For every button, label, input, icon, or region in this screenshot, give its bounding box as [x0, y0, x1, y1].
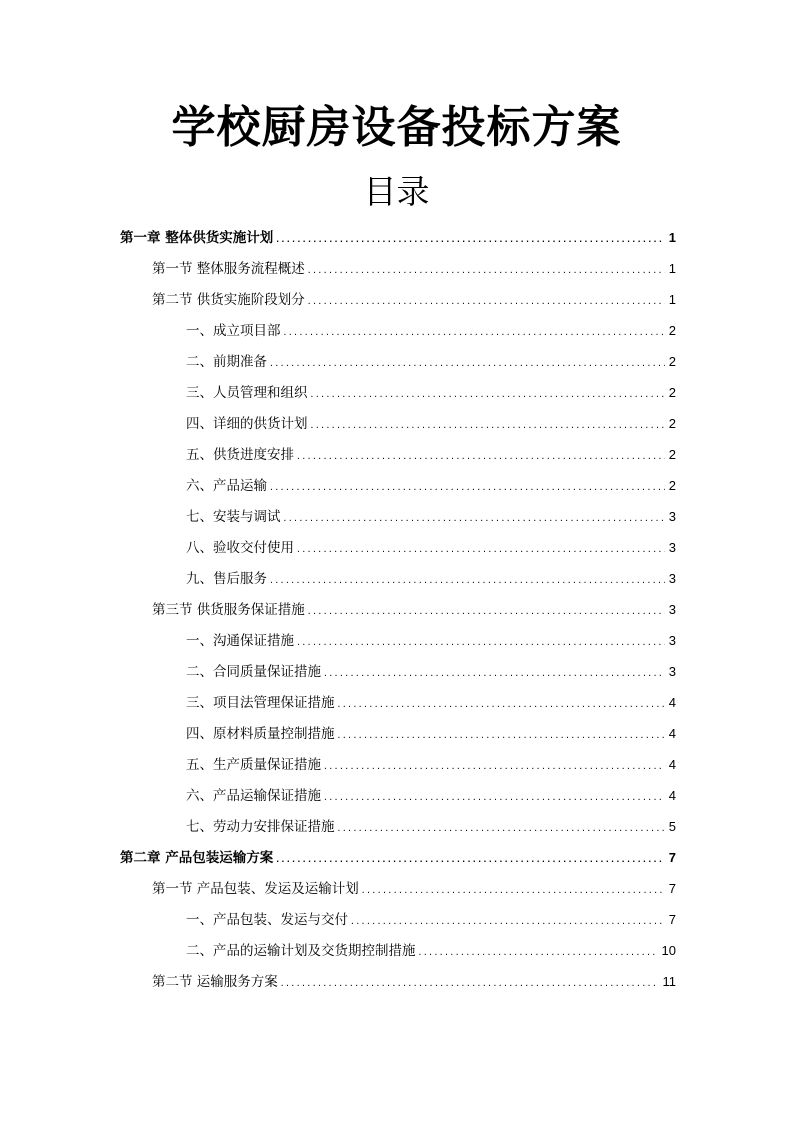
toc-dot-leader — [307, 286, 665, 317]
toc-entry-page-number: 1 — [668, 261, 676, 276]
toc-dot-leader — [275, 224, 665, 255]
toc-entry-label: 六、产品运输 — [186, 478, 267, 494]
toc-entry-page-number: 4 — [668, 726, 676, 741]
toc-dot-leader — [269, 472, 665, 503]
toc-entry[interactable] — [120, 563, 676, 594]
toc-entry[interactable] — [120, 625, 676, 656]
toc-entry-page-number: 1 — [668, 230, 676, 245]
toc-dot-leader — [350, 906, 665, 937]
toc-entry-page-number: 7 — [668, 912, 676, 927]
toc-entry-label: 七、劳动力安排保证措施 — [186, 819, 335, 835]
toc-dot-leader — [307, 596, 665, 627]
toc-entry-label: 八、验收交付使用 — [186, 540, 294, 556]
toc-entry-page-number: 7 — [668, 850, 676, 865]
toc-dot-leader — [323, 782, 665, 813]
toc-entry-label: 第二节 运输服务方案 — [152, 974, 278, 990]
document-title: 学校厨房设备投标方案 — [171, 102, 622, 153]
toc-entry-page-number: 11 — [662, 974, 676, 989]
toc-entry-page-number: 5 — [668, 819, 676, 834]
toc-entry-page-number: 2 — [668, 354, 676, 369]
toc-entry-page-number: 4 — [668, 695, 676, 710]
toc-dot-leader — [283, 317, 665, 348]
toc-entry[interactable] — [120, 253, 676, 284]
toc-entry[interactable] — [120, 718, 676, 749]
toc-entry-page-number: 2 — [668, 385, 676, 400]
toc-entry-page-number: 3 — [668, 540, 676, 555]
toc-entry[interactable] — [120, 284, 676, 315]
toc-entry[interactable] — [120, 811, 676, 842]
toc-entry-page-number: 3 — [668, 664, 676, 679]
toc-entry-page-number: 2 — [668, 323, 676, 338]
table-of-contents — [120, 222, 676, 997]
toc-entry[interactable] — [120, 966, 676, 997]
toc-dot-leader — [337, 689, 665, 720]
toc-entry-page-number: 2 — [668, 416, 676, 431]
toc-entry-page-number: 1 — [668, 292, 676, 307]
toc-entry[interactable] — [120, 656, 676, 687]
toc-entry-label: 一、产品包装、发运与交付 — [186, 912, 348, 928]
toc-entry-page-number: 10 — [661, 943, 676, 958]
toc-entry-label: 五、供货进度安排 — [186, 447, 294, 463]
toc-dot-leader — [361, 875, 665, 906]
toc-entry-label: 六、产品运输保证措施 — [186, 788, 321, 804]
toc-dot-leader — [275, 844, 665, 875]
toc-entry-label: 一、沟通保证措施 — [186, 633, 294, 649]
toc-dot-leader — [283, 503, 665, 534]
toc-entry-label: 二、合同质量保证措施 — [186, 664, 321, 680]
toc-entry[interactable] — [120, 873, 676, 904]
toc-entry-label: 第二章 产品包装运输方案 — [120, 850, 274, 866]
toc-entry-label: 一、成立项目部 — [186, 323, 281, 339]
toc-dot-leader — [269, 565, 665, 596]
toc-dot-leader — [296, 534, 665, 565]
toc-entry-page-number: 4 — [668, 757, 676, 772]
toc-dot-leader — [269, 348, 665, 379]
toc-entry[interactable] — [120, 501, 676, 532]
toc-entry-label: 第三节 供货服务保证措施 — [152, 602, 305, 618]
toc-entry-label: 三、人员管理和组织 — [186, 385, 308, 401]
toc-entry[interactable] — [120, 222, 676, 253]
toc-entry-label: 九、售后服务 — [186, 571, 267, 587]
toc-entry[interactable] — [120, 377, 676, 408]
toc-dot-leader — [296, 627, 665, 658]
toc-entry-label: 二、产品的运输计划及交货期控制措施 — [186, 943, 416, 959]
toc-entry[interactable] — [120, 935, 676, 966]
toc-dot-leader — [337, 720, 665, 751]
toc-entry-label: 五、生产质量保证措施 — [186, 757, 321, 773]
toc-dot-leader — [323, 658, 665, 689]
toc-entry[interactable] — [120, 594, 676, 625]
toc-dot-leader — [323, 751, 665, 782]
toc-entry[interactable] — [120, 408, 676, 439]
toc-entry[interactable] — [120, 749, 676, 780]
toc-entry-page-number: 7 — [668, 881, 676, 896]
toc-dot-leader — [418, 937, 658, 968]
toc-dot-leader — [280, 968, 659, 999]
toc-dot-leader — [307, 255, 665, 286]
toc-entry-label: 四、原材料质量控制措施 — [186, 726, 335, 742]
toc-entry-label: 第一章 整体供货实施计划 — [120, 230, 274, 246]
toc-entry-label: 第一节 整体服务流程概述 — [152, 261, 305, 277]
toc-entry-page-number: 4 — [668, 788, 676, 803]
toc-entry[interactable] — [120, 780, 676, 811]
toc-entry-label: 二、前期准备 — [186, 354, 267, 370]
toc-entry[interactable] — [120, 439, 676, 470]
toc-dot-leader — [296, 441, 665, 472]
toc-entry-page-number: 3 — [668, 509, 676, 524]
toc-entry[interactable] — [120, 532, 676, 563]
toc-entry[interactable] — [120, 315, 676, 346]
toc-entry-label: 第一节 产品包装、发运及运输计划 — [152, 881, 359, 897]
toc-entry-page-number: 3 — [668, 602, 676, 617]
toc-entry-label: 四、详细的供货计划 — [186, 416, 308, 432]
toc-heading: 目录 — [363, 172, 430, 211]
toc-entry-page-number: 3 — [668, 571, 676, 586]
toc-entry-page-number: 2 — [668, 447, 676, 462]
toc-entry[interactable] — [120, 842, 676, 873]
toc-entry[interactable] — [120, 470, 676, 501]
toc-entry[interactable] — [120, 904, 676, 935]
toc-entry-label: 七、安装与调试 — [186, 509, 281, 525]
toc-dot-leader — [310, 410, 665, 441]
toc-entry-page-number: 2 — [668, 478, 676, 493]
toc-dot-leader — [337, 813, 665, 844]
toc-entry-label: 第二节 供货实施阶段划分 — [152, 292, 305, 308]
toc-entry-page-number: 3 — [668, 633, 676, 648]
toc-dot-leader — [310, 379, 665, 410]
toc-entry[interactable] — [120, 346, 676, 377]
toc-entry-label: 三、项目法管理保证措施 — [186, 695, 335, 711]
toc-entry[interactable] — [120, 687, 676, 718]
